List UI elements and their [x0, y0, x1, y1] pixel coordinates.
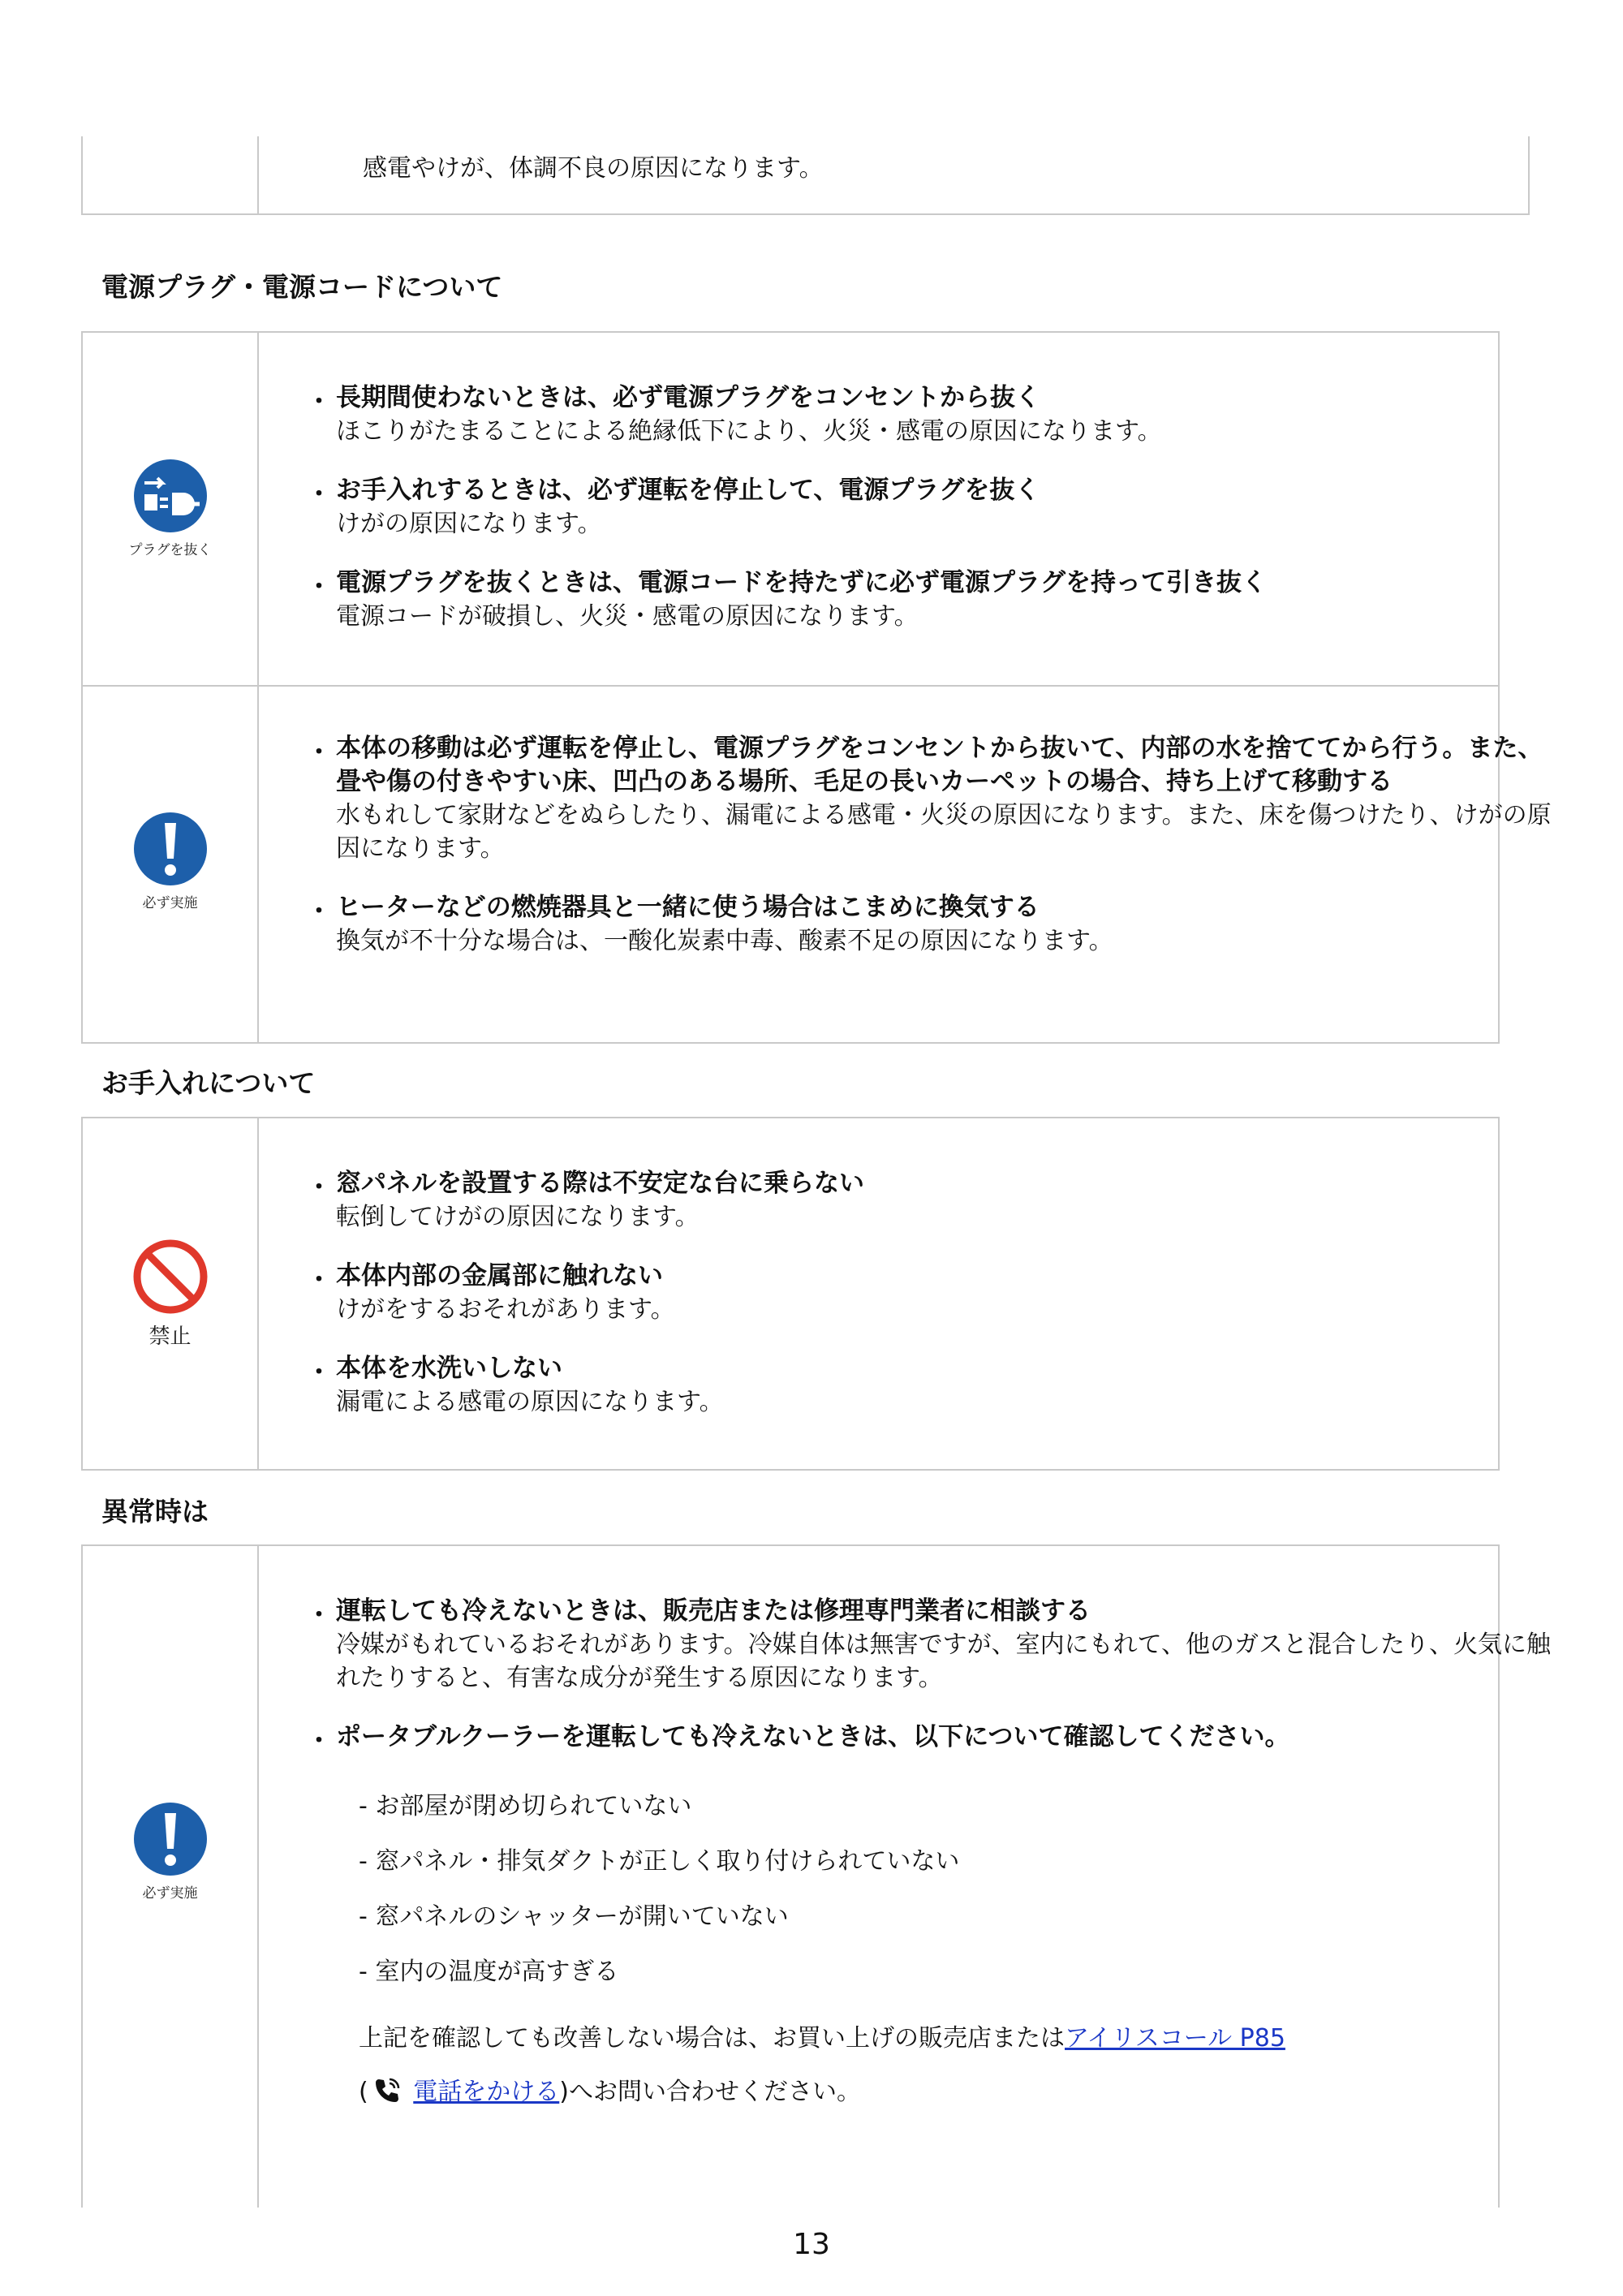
- continued-warning-box: [81, 136, 1530, 215]
- list-item: ・ 本体の移動は必ず運転を停止し、電源プラグをコンセントから抜いて、内部の水を捨ててから行う。また、畳や傷の付きやすい床、凹凸のある場所、毛足の長いカーペットの場合、持ち上げて移動する 水もれして家財などをぬらしたり、漏電による感電・火災の原因になります。また、床を傷つけたり、けがの原因になります。: [302, 732, 1568, 865]
- mandatory-caption: 必ず実施: [142, 1885, 198, 1902]
- continued-warning-text: 感電やけが、体調不良の原因になります。: [363, 154, 824, 183]
- item-desc: 換気が不十分な場合は、一酸化炭素中毒、酸素不足の原因になります。: [336, 927, 1113, 955]
- list-item: ・ 本体を水洗いしない 漏電による感電の原因になります。: [302, 1352, 1568, 1419]
- column-divider: [257, 1546, 259, 2208]
- phone-note: [302, 2075, 1568, 2109]
- prohibited-icon: [132, 1238, 209, 1315]
- page-number: 13: [793, 2228, 830, 2261]
- item-desc: ほこりがたまることによる絶縁低下により、火災・感電の原因になります。: [336, 417, 1162, 446]
- mandatory-item-list: [302, 732, 1568, 984]
- cleaning-warning-box: [81, 1117, 1500, 1471]
- item-desc: けがをするおそれがあります。: [336, 1295, 675, 1324]
- item-title: 長期間使わないときは、必ず電源プラグをコンセントから抜く: [336, 383, 1040, 412]
- call-phone-link[interactable]: 電話をかける: [413, 2078, 560, 2106]
- list-item: ・ ヒーターなどの燃焼器具と一緒に使う場合はこまめに換気する 換気が不十分な場合は、一酸化炭素中毒、酸素不足の原因になります。: [302, 891, 1568, 958]
- prohibited-symbol: [83, 1238, 257, 1350]
- list-item: ・ 電源プラグを抜くときは、電源コードを持たずに必ず電源プラグを持って引き抜く 電源コードが破損し、火災・感電の原因になります。: [302, 566, 1568, 633]
- phone-icon: [373, 2077, 401, 2104]
- unplug-item-list: [302, 381, 1568, 659]
- item-desc: 冷媒がもれているおそれがあります。冷媒自体は無害ですが、室内にもれて、他のガスと混合したり、火気に触れたりすると、有害な成分が発生する原因になります。: [336, 1630, 1551, 1692]
- paren-open: (: [359, 2078, 368, 2106]
- list-item: ・ 運転しても冷えないときは、販売店または修理専門業者に相談する 冷媒がもれているおそれがあります。冷媒自体は無害ですが、室内にもれて、他のガスと混合したり、火気に触れたりすると、有害な成分が発生する原因になります。: [302, 1595, 1568, 1695]
- mandatory-icon: [133, 812, 208, 886]
- item-desc: 転倒してけがの原因になります。: [336, 1203, 700, 1231]
- power-plug-warning-box: [81, 331, 1552, 1044]
- item-title: 本体の移動は必ず運転を停止し、電源プラグをコンセントから抜いて、内部の水を捨ててから行う。また、畳や傷の付きやすい床、凹凸のある場所、毛足の長いカーペットの場合、持ち上げて移動する: [336, 734, 1543, 796]
- item-title: 本体を水洗いしない: [336, 1354, 562, 1383]
- item-desc: 電源コードが破損し、火災・感電の原因になります。: [336, 602, 919, 631]
- row-divider: [83, 685, 1498, 687]
- item-title: 運転しても冷えないときは、販売店または修理専門業者に相談する: [336, 1596, 1091, 1626]
- iris-call-link[interactable]: アイリスコール P85: [1065, 2024, 1285, 2053]
- item-title: ポータブルクーラーを運転しても冷えないときは、以下について確認してください。: [336, 1722, 1290, 1751]
- checklist-item: - お部屋が閉め切られていない: [359, 1792, 692, 1820]
- checklist-item: - 窓パネルのシャッターが開いていない: [359, 1902, 789, 1931]
- column-divider: [257, 333, 259, 1042]
- contact-note-tail: )へお問い合わせください。: [559, 2078, 861, 2106]
- column-divider: [257, 136, 259, 213]
- prohibited-item-list: [302, 1167, 1568, 1445]
- item-title: 本体内部の金属部に触れない: [336, 1261, 663, 1290]
- item-title: ヒーターなどの燃焼器具と一緒に使う場合はこまめに換気する: [336, 893, 1040, 922]
- column-divider: [257, 1118, 259, 1469]
- prohibited-caption: 禁止: [149, 1325, 192, 1349]
- list-item: ・ ポータブルクーラーを運転しても冷えないときは、以下について確認してください。: [302, 1721, 1568, 1754]
- checklist-item: - 窓パネル・排気ダクトが正しく取り付けられていない: [359, 1847, 960, 1876]
- list-item: ・ お手入れするときは、必ず運転を停止して、電源プラグを抜く けがの原因になります。: [302, 474, 1568, 541]
- section-heading-power-plug: 電源プラグ・電源コードについて: [101, 271, 503, 303]
- list-item: ・ 長期間使わないときは、必ず電源プラグをコンセントから抜く ほこりがたまることによる絶縁低下により、火災・感電の原因になります。: [302, 381, 1568, 448]
- unplug-icon: [133, 459, 208, 533]
- item-title: 窓パネルを設置する際は不安定な台に乗らない: [336, 1169, 864, 1198]
- mandatory-caption: 必ず実施: [142, 895, 198, 911]
- list-item: ・ 窓パネルを設置する際は不安定な台に乗らない 転倒してけがの原因になります。: [302, 1167, 1568, 1234]
- checklist-item: - 室内の温度が高すぎる: [359, 1958, 619, 1986]
- item-desc: 漏電による感電の原因になります。: [336, 1388, 724, 1416]
- contact-note-text: 上記を確認しても改善しない場合は、お買い上げの販売店または: [359, 2024, 1065, 2053]
- section-heading-cleaning: お手入れについて: [101, 1067, 316, 1099]
- mandatory-symbol: [83, 812, 257, 911]
- contact-note: [302, 2022, 1568, 2056]
- list-item: ・ 本体内部の金属部に触れない けがをするおそれがあります。: [302, 1260, 1568, 1326]
- unplug-symbol: [83, 459, 257, 558]
- unplug-caption: プラグを抜く: [128, 542, 212, 558]
- item-title: 電源プラグを抜くときは、電源コードを持たずに必ず電源プラグを持って引き抜く: [336, 568, 1267, 597]
- abnormal-warning-box: [81, 1544, 1551, 2208]
- item-desc: 水もれして家財などをぬらしたり、漏電による感電・火災の原因になります。また、床を傷つけたり、けがの原因になります。: [336, 801, 1552, 863]
- section-heading-abnormal: 異常時は: [101, 1496, 209, 1527]
- abnormal-item-list: [302, 1595, 1568, 2109]
- item-title: お手入れするときは、必ず運転を停止して、電源プラグを抜く: [336, 476, 1040, 505]
- mandatory-icon: [133, 1802, 208, 1876]
- item-desc: けがの原因になります。: [336, 510, 602, 538]
- mandatory-symbol: [83, 1802, 257, 1902]
